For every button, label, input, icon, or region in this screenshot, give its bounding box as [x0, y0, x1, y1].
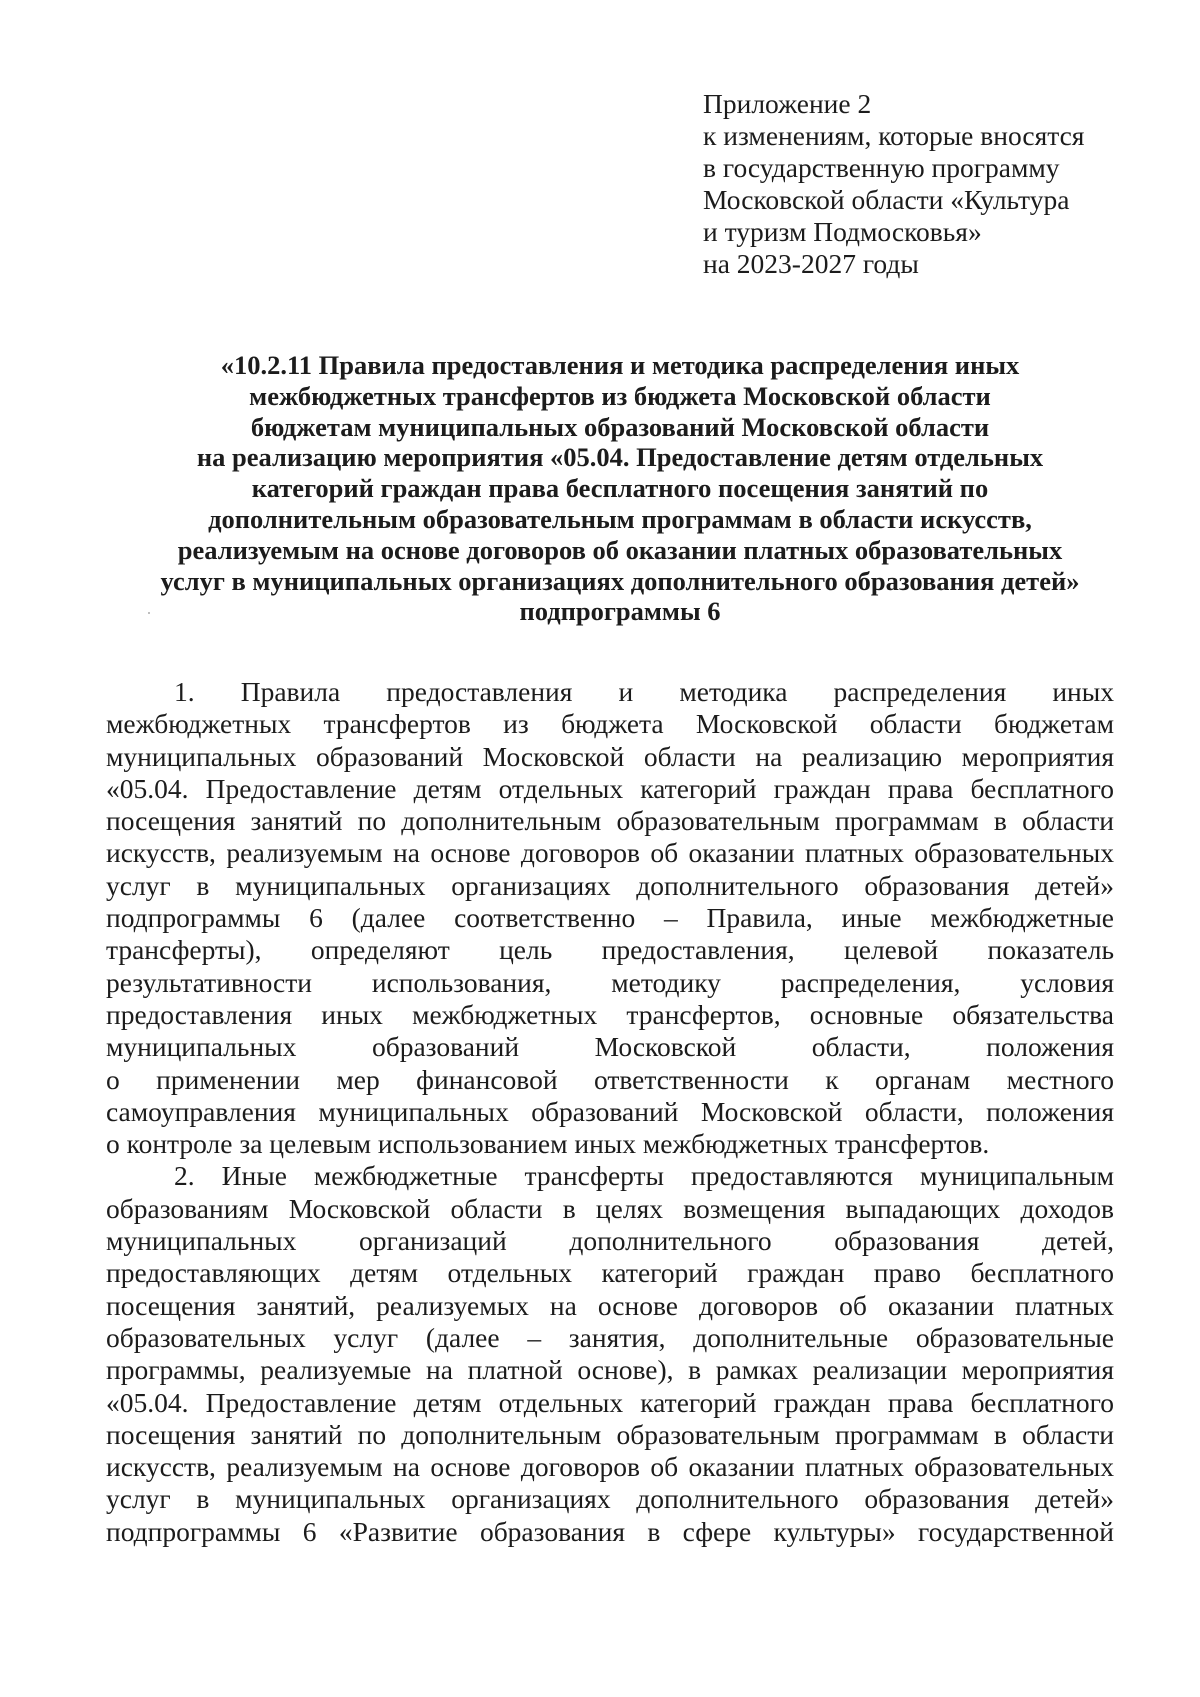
- body-line: искусств, реализуемым на основе договоров об оказании платных образовательных: [106, 1451, 1114, 1483]
- appendix-line: в государственную программу: [703, 152, 1060, 183]
- appendix-line: и туризм Подмосковья»: [703, 216, 982, 247]
- title-line: на реализацию мероприятия «05.04. Предоставление детям отдельных: [196, 442, 1044, 473]
- body-line: 1. Правила предоставления и методика распределения иных: [174, 676, 1114, 707]
- scan-speck: [148, 612, 150, 614]
- title-line: подпрограммы 6: [519, 596, 721, 627]
- body-line: результативности использования, методику распределения, условия: [106, 966, 1114, 998]
- body-line: о применении мер финансовой ответственности к органам местного: [106, 1063, 1114, 1095]
- body-line: самоуправления муниципальных образований Московской области, положения: [106, 1095, 1114, 1127]
- body-line: искусств, реализуемым на основе договоров об оказании платных образовательных: [106, 837, 1114, 869]
- body-line: 2. Иные межбюджетные трансферты предоставляются муниципальным: [174, 1160, 1114, 1192]
- body-line: трансферты), определяют цель предоставления, целевой показатель: [106, 934, 1114, 966]
- title-line: категорий граждан права бесплатного посещения занятий по: [251, 473, 989, 504]
- body-line: предоставляющих детям отдельных категорий граждан право бесплатного: [106, 1257, 1114, 1289]
- title-line: межбюджетных трансфертов из бюджета Московской области: [249, 380, 991, 411]
- appendix-line: Приложение 2: [703, 88, 872, 119]
- body-line: «05.04. Предоставление детям отдельных категорий граждан права бесплатного: [106, 772, 1114, 804]
- document-title: [120, 350, 1120, 627]
- body-line: посещения занятий по дополнительным образовательным программам в области: [106, 805, 1114, 837]
- body-line: посещения занятий по дополнительным образовательным программам в области: [106, 1418, 1114, 1450]
- appendix-heading: [703, 88, 1123, 280]
- body-line: о контроле за целевым использованием иных межбюджетных трансфертов.: [106, 1128, 990, 1160]
- appendix-line: к изменениям, которые вносятся: [703, 120, 1085, 151]
- paragraph-1: [106, 676, 1114, 1160]
- body-line: «05.04. Предоставление детям отдельных категорий граждан права бесплатного: [106, 1386, 1114, 1418]
- title-line: бюджетам муниципальных образований Московской области: [250, 411, 990, 442]
- body-line: посещения занятий, реализуемых на основе договоров об оказании платных: [106, 1289, 1114, 1321]
- body-line: услуг в муниципальных организациях дополнительного образования детей»: [106, 1483, 1114, 1515]
- body-line: подпрограммы 6 (далее соответственно – Правила, иные межбюджетные: [106, 902, 1114, 934]
- title-line: реализуемым на основе договоров об оказании платных образовательных: [177, 534, 1063, 565]
- body-line: образованиям Московской области в целях возмещения выпадающих доходов: [106, 1192, 1114, 1224]
- body-line: подпрограммы 6 «Развитие образования в сфере культуры» государственной: [106, 1515, 1114, 1547]
- body-line: муниципальных организаций дополнительного образования детей,: [106, 1225, 1114, 1257]
- title-line: «10.2.11 Правила предоставления и методика распределения иных: [220, 350, 1020, 380]
- title-line: дополнительным образовательным программам в области искусств,: [208, 503, 1032, 534]
- body-line: программы, реализуемые на платной основе), в рамках реализации мероприятия: [106, 1354, 1114, 1386]
- document-body: [106, 676, 1114, 1548]
- body-line: межбюджетных трансфертов из бюджета Московской области бюджетам: [106, 708, 1114, 740]
- appendix-line: Московской области «Культура: [703, 184, 1070, 215]
- body-line: муниципальных образований Московской области на реализацию мероприятия: [106, 740, 1114, 772]
- paragraph-2: [106, 1160, 1114, 1548]
- title-line: услуг в муниципальных организациях дополнительного образования детей»: [160, 565, 1080, 596]
- appendix-line: на 2023-2027 годы: [703, 248, 919, 279]
- body-line: образовательных услуг (далее – занятия, дополнительные образовательные: [106, 1321, 1114, 1353]
- body-line: предоставления иных межбюджетных трансфертов, основные обязательства: [106, 998, 1114, 1030]
- body-line: услуг в муниципальных организациях дополнительного образования детей»: [106, 869, 1114, 901]
- body-line: муниципальных образований Московской области, положения: [106, 1031, 1114, 1063]
